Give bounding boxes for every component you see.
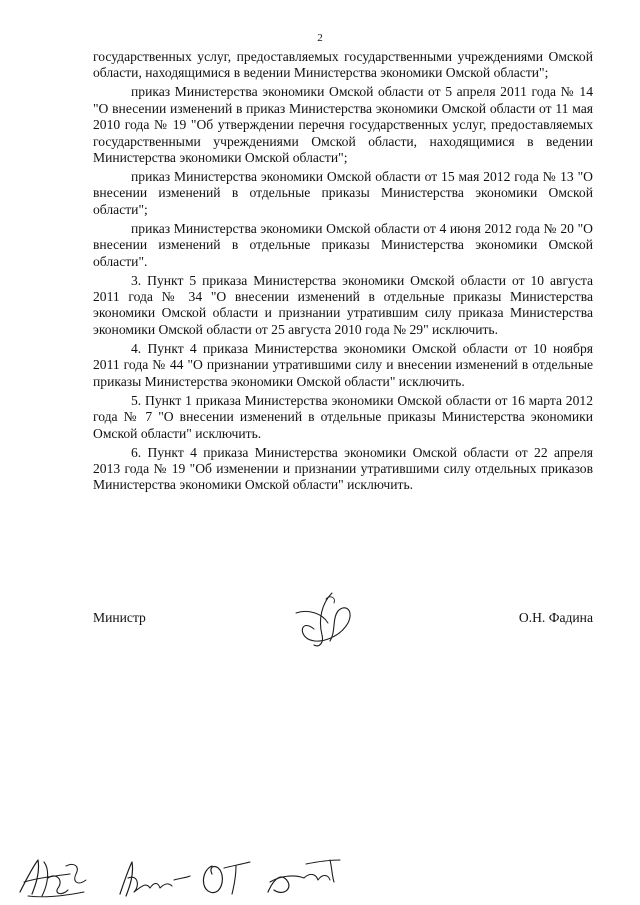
visa-signature-1: [14, 852, 94, 900]
paragraph-order-2012-13: приказ Министерства экономики Омской области от 15 мая 2012 года № 13 "О внесении изменений в отдельные приказы Министерства экономики Омской области";: [93, 169, 593, 217]
signer-name: О.Н. Фадина: [518, 610, 593, 625]
paragraph-order-2012-20: приказ Министерства экономики Омской области от 4 июня 2012 года № 20 "О внесении изменений в отдельные приказы Министерства экономики Омской области".: [93, 220, 593, 269]
paragraph-item-3: 3. Пункт 5 приказа Министерства экономики Омской области от 10 августа 2011 года № 34 "О внесении изменений в отдельные приказы Министерства экономики Омской области и признании утратившим силу приказа Министерства экономики Омской области от 25 августа 2010 года № 29" исключить.: [93, 272, 593, 337]
paragraph-item-6: 6. Пункт 4 приказа Министерства экономики Омской области от 22 апреля 2013 года № 19 "Об изменении и признании утратившими силу отдельных приказов Министерства экономики Омской области" исключить.: [93, 444, 593, 493]
paragraph-item-5: 5. Пункт 1 приказа Министерства экономики Омской области от 16 марта 2012 года № 7 "О внесении изменений в отдельные приказы Министерства экономики Омской области" исключить.: [93, 392, 593, 441]
paragraph-continuation: государственных услуг, предоставляемых государственными учреждениями Омской области, находящимися в ведении Министерства экономики Омской области";: [93, 49, 593, 81]
paragraph-order-2011-14: приказ Министерства экономики Омской области от 5 апреля 2011 года № 14 "О внесении изменений в приказ Министерства экономики Омской области от 11 мая 2010 года № 19 "Об утверждении перечня государственных услуг, предоставляемых государственными учреждениями Омской области, находящимися в ведении Министерства экономики Омской области";: [93, 84, 593, 166]
page-number: 2: [317, 32, 323, 44]
document-body: [93, 49, 593, 496]
handwritten-signature: [292, 589, 364, 651]
signer-title: Министр: [93, 610, 146, 625]
paragraph-item-4: 4. Пункт 4 приказа Министерства экономики Омской области от 10 ноября 2011 года № 44 "О признании утратившими силу и внесении изменений в отдельные приказы Министерства экономики Омской области" исключить.: [93, 340, 593, 389]
visa-signature-4: [260, 852, 344, 900]
visa-signature-3: [194, 852, 254, 900]
approval-visas: [14, 852, 344, 900]
visa-signature-2: [112, 852, 192, 900]
signature-block: [93, 601, 593, 661]
